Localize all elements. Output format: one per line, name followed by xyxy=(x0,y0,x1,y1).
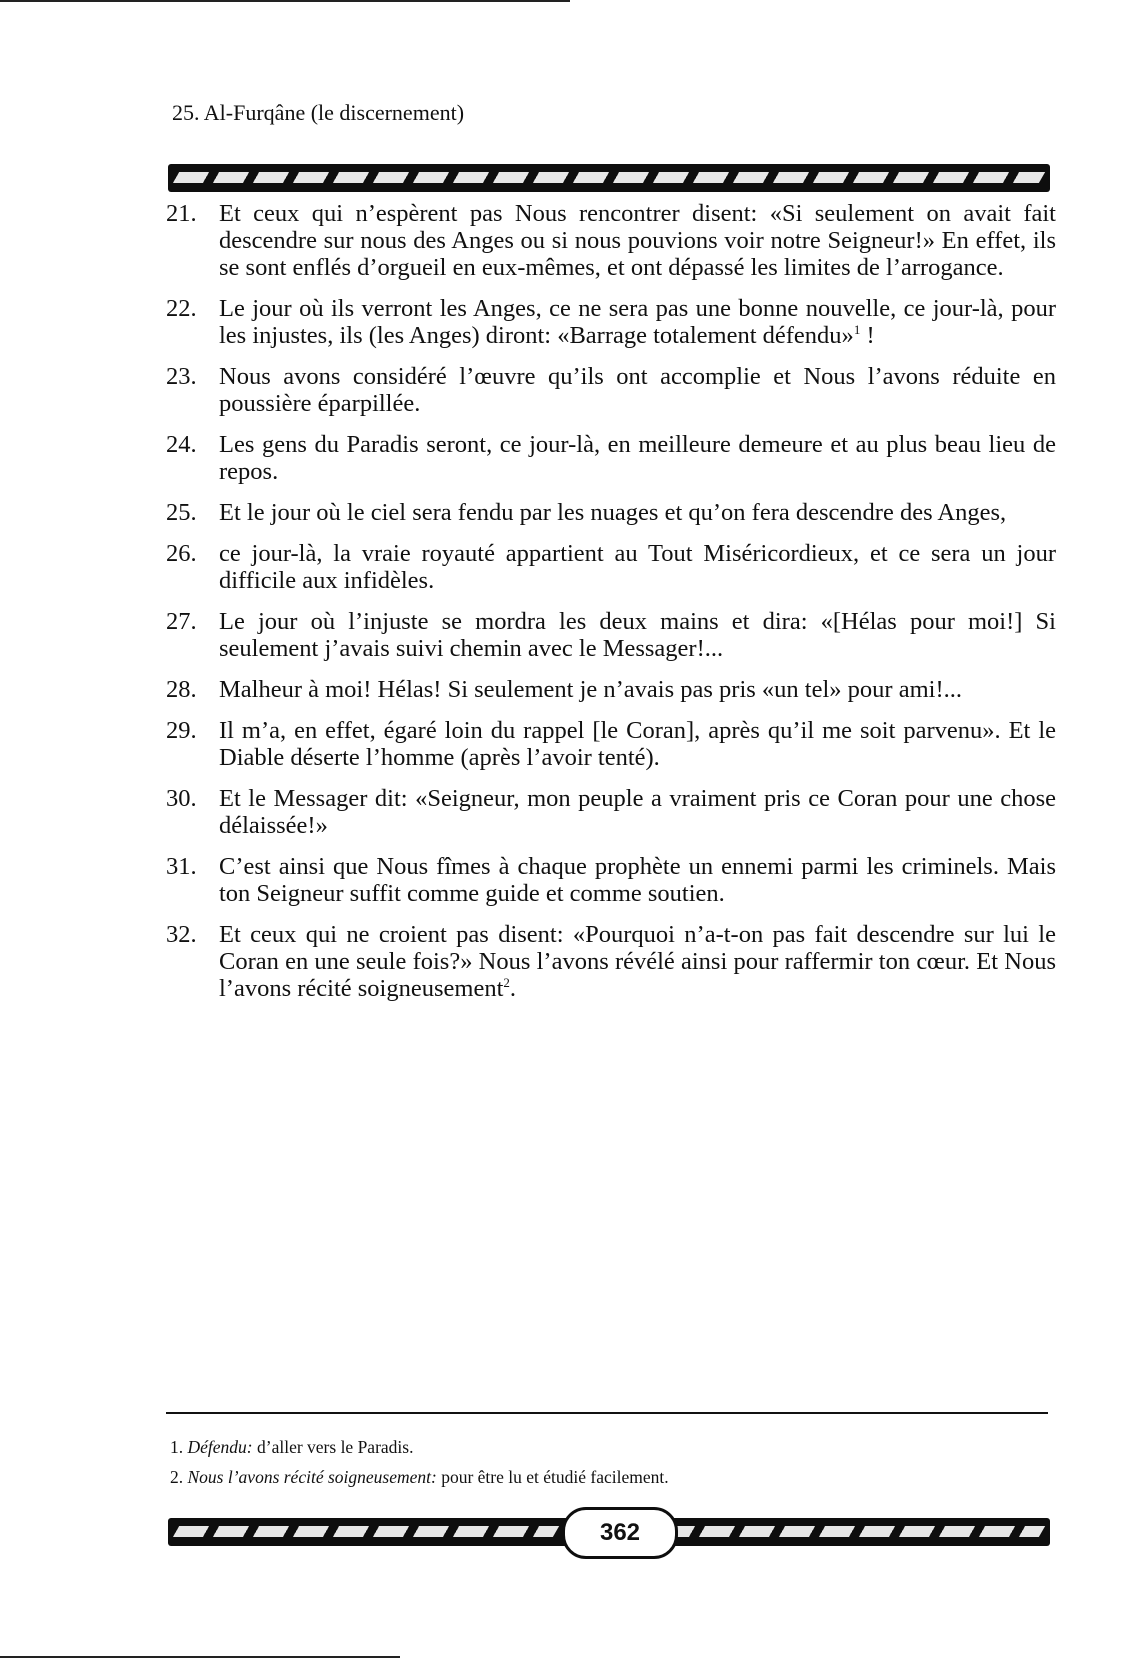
page-number: 362 xyxy=(562,1507,678,1559)
verse-item xyxy=(166,499,1056,526)
verse-number: 26. xyxy=(166,540,197,567)
chain-pattern xyxy=(659,1526,1045,1537)
verse-item xyxy=(166,295,1056,349)
chain-pattern xyxy=(173,1526,559,1537)
verse-item xyxy=(166,200,1056,281)
verse-text: Et le jour où le ciel sera fendu par les nuages et qu’on fera descendre des Anges, xyxy=(219,499,1007,526)
verse-item xyxy=(166,431,1056,485)
verse-item xyxy=(166,540,1056,594)
footnote-1: 1. Défendu: d’aller vers le Paradis. xyxy=(170,1437,414,1457)
top-ornamental-band xyxy=(168,164,1050,192)
verse-item xyxy=(166,785,1056,839)
footnote-ref: 2 xyxy=(503,975,510,990)
verse-item xyxy=(166,363,1056,417)
top-edge-line xyxy=(0,0,570,2)
verse-text: Et ceux qui n’espèrent pas Nous rencontrer disent: «Si seulement on avait fait descendre sur nous des Anges ou si nous pouvions voir notre Seigneur!» En effet, ils se sont enflés d’orgueil en eux-mêmes, et ont dépassé les limites de l’arrogance. xyxy=(219,200,1056,281)
verse-number: 27. xyxy=(166,608,197,635)
chain-pattern xyxy=(173,172,1045,183)
verse-text: Le jour où l’injuste se mordra les deux mains et dira: «[Hélas pour moi!] Si seulement j’avais suivi chemin avec le Messager!... xyxy=(219,608,1056,662)
verse-number: 30. xyxy=(166,785,197,812)
verse-item xyxy=(166,717,1056,771)
verse-item xyxy=(166,853,1056,907)
running-head: 25. Al-Furqâne (le discernement) xyxy=(172,100,465,125)
footnotes xyxy=(170,1432,1050,1492)
verse-list xyxy=(166,200,1056,1016)
footnote-ref: 1 xyxy=(853,322,861,337)
verse-item xyxy=(166,921,1056,1002)
verse-text: Le jour où ils verront les Anges, ce ne sera pas une bonne nouvelle, ce jour-là, pour les injustes, ils (les Anges) diront: «Barrage totalement défendu»$^1$ ! xyxy=(219,295,1056,349)
footnote-term: Défendu: xyxy=(187,1437,253,1457)
verse-number: 32. xyxy=(166,921,197,948)
verse-number: 31. xyxy=(166,853,197,880)
verse-text: Les gens du Paradis seront, ce jour-là, en meilleure demeure et au plus beau lieu de repos. xyxy=(219,431,1056,485)
bottom-edge-line xyxy=(0,1656,400,1658)
verse-item xyxy=(166,608,1056,662)
verse-item xyxy=(166,676,1056,703)
verse-number: 29. xyxy=(166,717,197,744)
verse-text: ce jour-là, la vraie royauté appartient au Tout Miséricordieux, et ce sera un jour difficile aux infidèles. xyxy=(219,540,1056,594)
verse-text: Et ceux qui ne croient pas disent: «Pourquoi n’a-t-on pas fait descendre sur lui le Coran en une seule fois?» Nous l’avons révélé ainsi pour raffermir ton cœur. Et Nous l’avons récité soigneusement$^2$. xyxy=(219,921,1056,1002)
verse-number: 24. xyxy=(166,431,197,458)
verse-text: C’est ainsi que Nous fîmes à chaque prophète un ennemi parmi les criminels. Mais ton Seigneur suffit comme guide et comme soutien. xyxy=(219,853,1056,907)
verse-text: Et le Messager dit: «Seigneur, mon peuple a vraiment pris ce Coran pour une chose délaissée!» xyxy=(219,785,1056,839)
verse-number: 28. xyxy=(166,676,197,703)
verse-number: 21. xyxy=(166,200,197,227)
verse-number: 23. xyxy=(166,363,197,390)
footnote-rule xyxy=(166,1412,1048,1414)
verse-text: Malheur à moi! Hélas! Si seulement je n’avais pas pris «un tel» pour ami!... xyxy=(219,676,962,703)
verse-number: 22. xyxy=(166,295,197,322)
verse-text: Nous avons considéré l’œuvre qu’ils ont accomplie et Nous l’avons réduite en poussière éparpillée. xyxy=(219,363,1056,417)
verse-text: Il m’a, en effet, égaré loin du rappel [le Coran], après qu’il me soit parvenu». Et le Diable déserte l’homme (après l’avoir tenté). xyxy=(219,717,1056,771)
verse-number: 25. xyxy=(166,499,197,526)
footnote-2: 2. Nous l’avons récité soigneusement: pour être lu et étudié facilement. xyxy=(170,1467,669,1487)
footnote-term: Nous l’avons récité soigneusement: xyxy=(187,1467,437,1487)
